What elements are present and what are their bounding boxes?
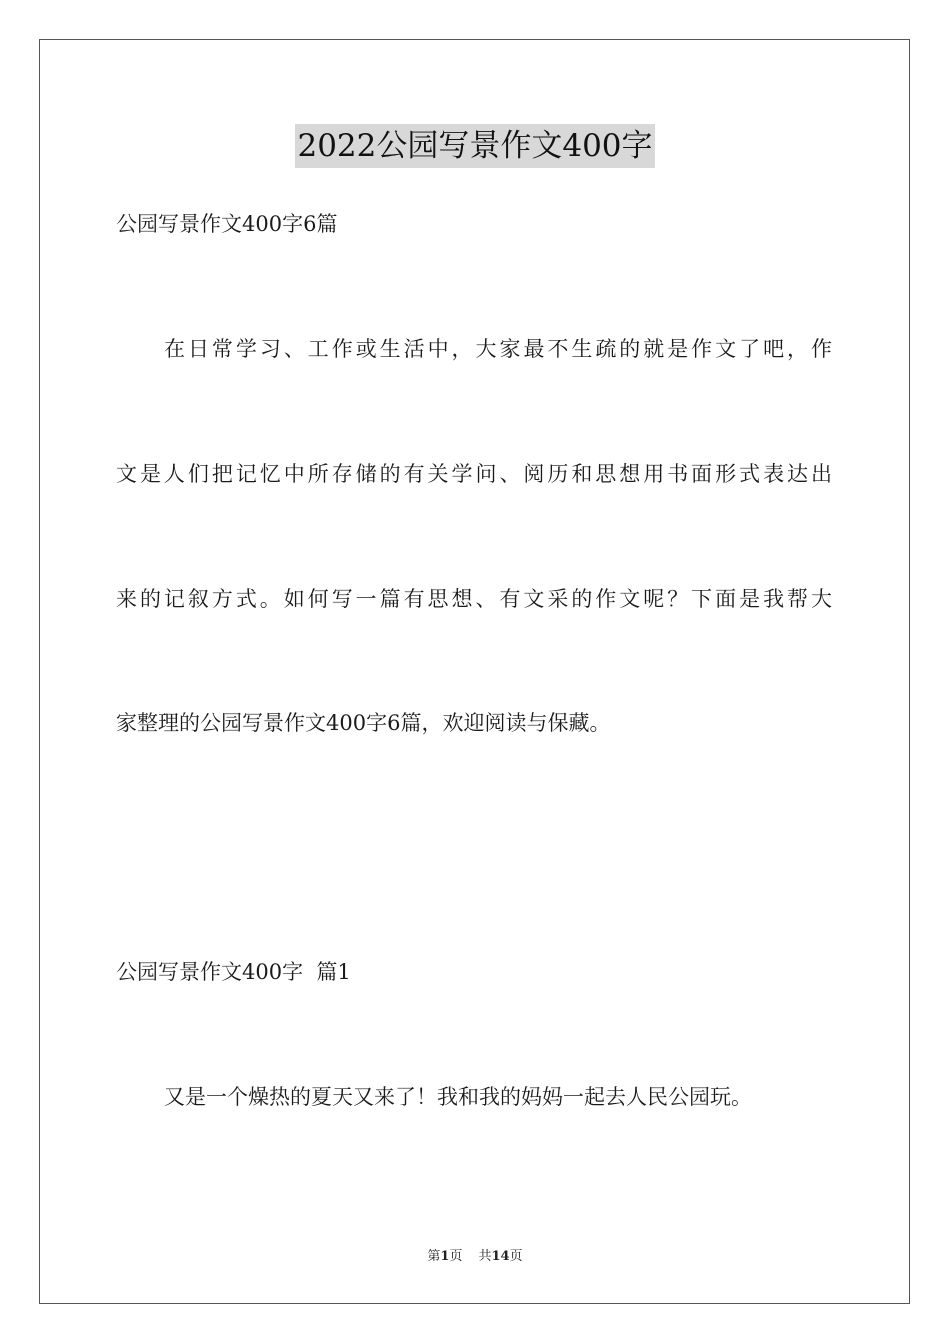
section-first-line: 又是一个燥热的夏天又来了！我和我的妈妈一起去人民公园玩。 xyxy=(164,1085,752,1109)
footer-page-prefix: 第 xyxy=(427,1249,441,1264)
intro-line-4: 家整理的公园写景作文400字6篇，欢迎阅读与保藏。 xyxy=(116,711,611,735)
intro-line-3: 来的记叙方式。如何写一篇有思想、有文采的作文呢？下面是我帮大 xyxy=(116,587,832,611)
title-container xyxy=(0,124,950,168)
footer-page-suffix: 页 xyxy=(449,1249,463,1264)
intro-line-2: 文是人们把记忆中所存储的有关学问、阅历和思想用书面形式表达出 xyxy=(116,462,832,486)
section-heading: 公园写景作文400字 篇1 xyxy=(116,960,351,984)
page-footer xyxy=(0,1248,950,1266)
footer-total-prefix: 共 xyxy=(478,1249,492,1264)
footer-total-pages: 14 xyxy=(491,1249,510,1264)
document-subtitle: 公园写景作文400字6篇 xyxy=(116,212,338,236)
footer-total-suffix: 页 xyxy=(509,1249,523,1264)
document-title: 2022公园写景作文400字 xyxy=(295,124,654,168)
intro-line-1: 在日常学习、工作或生活中，大家最不生疏的就是作文了吧，作 xyxy=(164,337,832,361)
footer-page-current: 1 xyxy=(440,1249,450,1264)
